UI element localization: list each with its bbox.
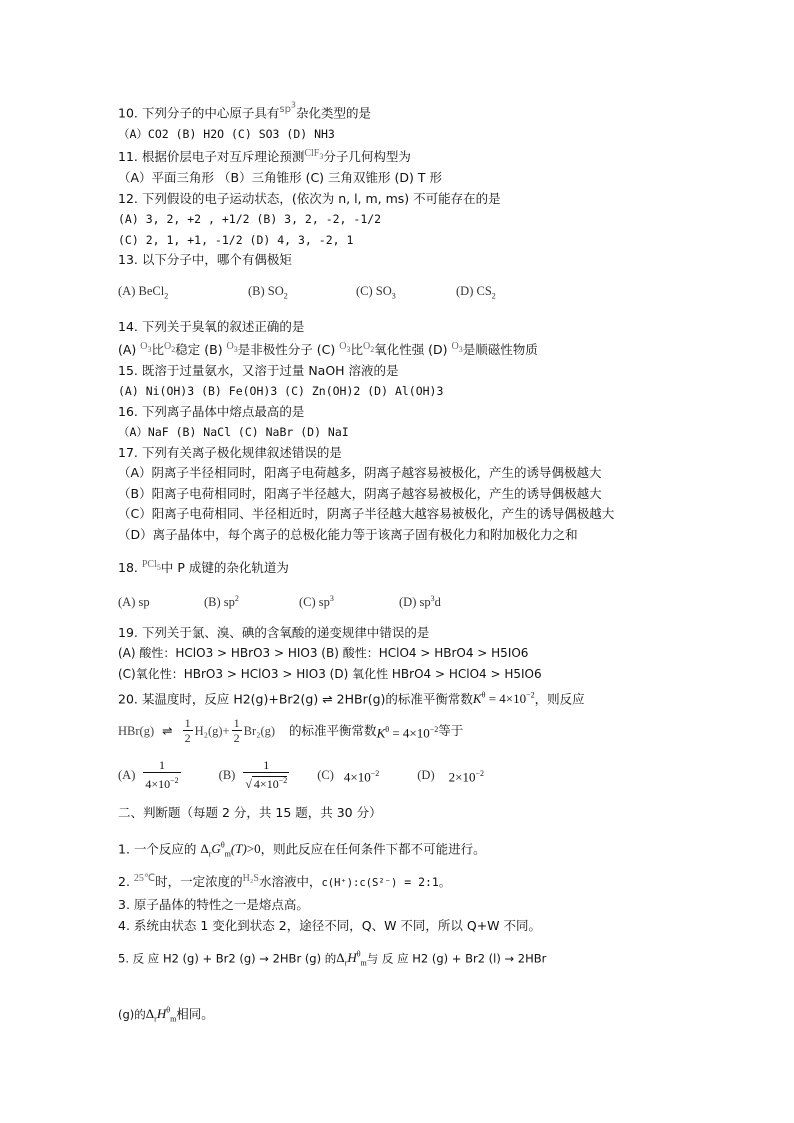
k-theta-expression-2: $K^\theta = 4\times 10^{-2}$ xyxy=(376,724,439,741)
question-13-stem: 13. 以下分子中，哪个有偶极矩 xyxy=(118,252,292,268)
q10-stem-end: 杂化类型的是 xyxy=(296,105,372,121)
q20-option-b-fraction: $\frac{1}{√ 4\times 10^{-2}}$ xyxy=(245,758,288,792)
question-20-reaction-2: HBr(g) ⇌ $\frac{1}{2}$ H₂(g)+ $\frac{1}{2}$ Br₂(g) 的标准平衡常数 $K^\theta = 4\times 10^{-2}$ 等于 xyxy=(118,711,678,751)
question-10-options: （A）CO2 (B) H2O (C) SO3 (D) NH3 xyxy=(118,126,335,141)
question-16-stem: 16. 下列离子晶体中熔点最高的是 xyxy=(118,403,305,419)
q20-option-c-value: $4\times 10^{-2}$ xyxy=(343,768,380,784)
q18-option-d: (D) $sp^3d$ xyxy=(399,593,441,610)
question-12-stem: 12. 下列假设的电子运动状态，(依次为 n, l, m, ms) 不可能存在的是 xyxy=(118,190,501,206)
question-14-stem: 14. 下列关于臭氧的叙述正确的是 xyxy=(118,318,305,334)
half-fraction: $\frac{1}{2}$ xyxy=(233,716,240,746)
question-13-options xyxy=(118,281,678,307)
enthalpy-expression-2: $\Delta_rH^\theta_m$ xyxy=(145,1005,177,1024)
q18-option-a: (A) sp xyxy=(118,595,150,610)
question-19-options-ab: (A) 酸性：HClO3 > HBrO3 > HIO3 (B) 酸性：HClO4 > HBrO4 > H5IO6 xyxy=(118,646,529,661)
question-19-options-cd: (C)氧化性：HBrO3 > HClO3 > HIO3 (D) 氧化性 HBrO4 > HClO4 > H5IO6 xyxy=(118,666,542,681)
question-11-options: （A）平面三角形 （B）三角锥形 (C) 三角双锥形 (D) T 形 xyxy=(118,170,442,186)
enthalpy-expression: $\Delta_rH^\theta_m$ xyxy=(336,950,367,968)
question-17-option-b: （B）阳离子电荷相同时，阳离子半径越大，阴离子越容易被极化，产生的诱导偶极越大 xyxy=(118,485,602,501)
q10-stem-start: 10. 下列分子的中心原子具有 xyxy=(118,105,280,121)
clf3-formula: ClF3 xyxy=(304,148,324,162)
question-17-option-a: （A）阴离子半径相同时，阳离子电荷越多，阴离子越容易被极化，产生的诱导偶极越大 xyxy=(118,465,602,481)
question-20-stem: 20. 某温度时，反应 H2(g)+Br2(g) ⇌ 2HBr(g)的标准平衡常数$K^\theta = 4\times 10^{-2}$，则反应 xyxy=(118,691,585,707)
question-12-options-ab: (A) 3, 2, +2 , +1/2 (B) 3, 2, -2, -1/2 xyxy=(118,212,382,227)
q13-option-c: (C) $SO_3$ xyxy=(356,283,396,301)
q20-option-d-value: $2\times 10^{-2}$ xyxy=(448,768,484,784)
true-false-3: 3. 原子晶体的特性之一是熔点高。 xyxy=(118,897,309,913)
true-false-5: 5. 反 应 H2 (g) + Br2 (g) → 2HBr (g) 的$\Delta_rH^\theta_m$与 反 应 H2 (g) + Br2 (l) → 2HBr xyxy=(118,950,547,968)
equilibrium-arrow-icon: ⇌ xyxy=(162,723,173,739)
sp3-term: sp3 xyxy=(279,101,297,116)
question-20-options: (A) $\frac{1}{4\times 10^{-2}}$ (B) $\frac{1}{√ 4\times 10^{-2}}$ (C) $4\times 10^{-2}$ (D) $2\times 10^{-2}$ xyxy=(118,758,484,792)
q18-option-c: (C) $sp^3$ xyxy=(299,593,334,610)
question-17-option-d: （D）离子晶体中，每个离子的总极化能力等于该离子固有极化力和附加极化力之和 xyxy=(118,526,578,542)
true-false-1: 1. 一个反应的 $\Delta_rG^\theta_m(T)>0$，则此反应在任何条件下都不可能进行。 xyxy=(118,840,486,859)
section-2-heading: 二、判断题（每题 2 分，共 15 题，共 30 分） xyxy=(118,805,382,821)
half-fraction: $\frac{1}{2}$ xyxy=(184,716,191,746)
question-16-options: （A）NaF (B) NaCl (C) NaBr (D) NaI xyxy=(118,425,349,440)
question-12-options-cd: (C) 2, 1, +1, -1/2 (D) 4, 3, -2, 1 xyxy=(118,232,354,247)
question-10-stem xyxy=(118,96,678,124)
question-15-stem: 15. 既溶于过量氨水，又溶于过量 NaOH 溶液的是 xyxy=(118,362,399,378)
q18-option-b: (B) $sp^2$ xyxy=(204,593,239,610)
gibbs-energy-expression: $\Delta_rG^\theta_m(T)>0$ xyxy=(200,840,261,859)
true-false-4: 4. 系统由状态 1 变化到状态 2，途径不同，Q、W 不同，所以 Q+W 不同。 xyxy=(118,917,542,933)
q20-option-a-fraction: $\frac{1}{4\times 10^{-2}}$ xyxy=(145,758,179,792)
exam-page xyxy=(118,96,678,1032)
question-18-stem: 18. $^{PCl_5}$中 P 成键的杂化轨道为 xyxy=(118,559,289,576)
question-15-options: (A) Ni(OH)3 (B) Fe(OH)3 (C) Zn(OH)2 (D) Al(OH)3 xyxy=(118,384,444,399)
question-18-options xyxy=(118,589,678,613)
true-false-2: 2. $^{25℃}$时，一定浓度的$^{H_2S}$水溶液中，c(H⁺):c(S²⁻) = 2:1。 xyxy=(118,872,451,890)
question-17-option-c: （C）阳离子电荷相同、半径相近时，阴离子半径越大越容易被极化，产生的诱导偶极越大 xyxy=(118,506,615,522)
true-false-5-continued: (g)的$\Delta_rH^\theta_m$相同。 xyxy=(118,1005,214,1024)
pcl5-formula: PCl5 xyxy=(141,559,161,573)
question-14-options: (A) $^{O_3}$比$^{O_2}$稳定 (B) $^{O_3}$是非极性分子 (C) $^{O_3}$比$^{O_2}$氧化性强 (D) $^{O_3}$是顺磁性物质 xyxy=(118,341,538,358)
question-11-stem: 11. 根据价层电子对互斥理论预测$^{ClF_3}$分子几何构型为 xyxy=(118,148,411,165)
q13-option-d: (D) $CS_2$ xyxy=(456,283,496,301)
k-theta-expression: $K^\theta = 4\times 10^{-2}$ xyxy=(472,691,535,707)
equilibrium-arrow-icon: ⇌ xyxy=(322,691,333,707)
q13-option-a: (A) BeCl$_2$ xyxy=(118,283,169,301)
question-19-stem: 19. 下列关于氯、溴、碘的含氧酸的递变规律中错误的是 xyxy=(118,624,430,640)
question-17-stem: 17. 下列有关离子极化规律叙述错误的是 xyxy=(118,444,342,460)
q13-option-b: (B) $SO_2$ xyxy=(248,283,288,301)
